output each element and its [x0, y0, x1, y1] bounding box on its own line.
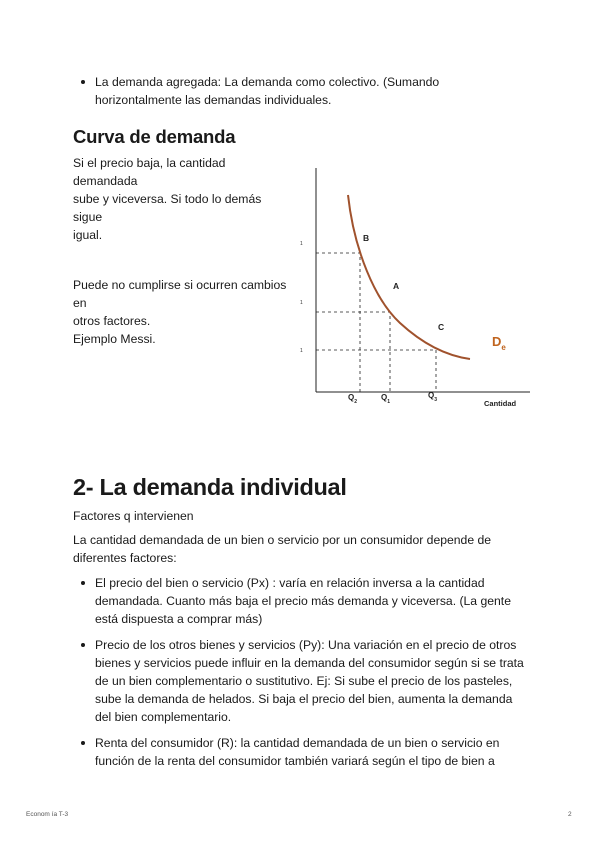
- page-number: 2: [568, 811, 572, 818]
- guide-A: [316, 312, 390, 392]
- q-label-3: [428, 391, 437, 403]
- curve-label-sub: e: [501, 343, 506, 352]
- footer-left: Econom ía T-3: [26, 811, 69, 818]
- top-bullet-list: [73, 73, 493, 109]
- text-line: sube y viceversa. Si todo lo demás: [73, 192, 262, 206]
- q-label-1-main: Q: [381, 393, 388, 402]
- curve-label-main: D: [492, 334, 502, 349]
- q-label-1: [381, 393, 390, 405]
- demand-curve-chart: [290, 160, 540, 415]
- text-line: en: [73, 296, 87, 310]
- guide-B: [316, 253, 360, 392]
- text-line: demandada: [73, 174, 138, 188]
- factors-list: [73, 574, 528, 770]
- q-label-3-main: Q: [428, 391, 435, 400]
- list-item: El precio del bien o servicio (Px) : varía en relación inversa a la cantidad demandada. Cuanto más baja el precio más demanda y viceversa. (La gente está dispuesta a comprar más): [73, 574, 528, 628]
- section-subtitle: Factores q intervienen: [73, 509, 194, 523]
- point-label-C: C: [438, 322, 445, 332]
- list-item: Precio de los otros bienes y servicios (Py): Una variación en el precio de otros bienes y servicios puede influir en la demanda del consumidor según si se trata de un bien complementario o sustitutivo. Ej: Si sube el precio de los pasteles, sube la demanda de helados. Si baja el precio del bien, aumenta la demanda del bien complementario.: [73, 636, 528, 726]
- text-line: Ejemplo Messi.: [73, 332, 156, 346]
- list-item: La demanda agregada: La demanda como colectivo. (Sumando horizontalmente las demandas individuales.: [73, 73, 493, 109]
- q-label-3-sub: 3: [434, 397, 438, 403]
- section-intro: La cantidad demandada de un bien o servicio por un consumidor depende de diferentes factores:: [73, 533, 492, 565]
- curve-label: [492, 334, 506, 352]
- list-item: Renta del consumidor (R): la cantidad demandada de un bien o servicio en función de la renta del consumidor también variará según el tipo de bien a: [73, 734, 528, 770]
- text-line: otros factores.: [73, 314, 151, 328]
- guide-C: [316, 350, 436, 392]
- q-label-1-sub: 1: [387, 399, 391, 405]
- text-line: sigue: [73, 210, 103, 224]
- text-line: Si el precio baja, la cantidad: [73, 156, 226, 170]
- text-line: Puede no cumplirse si ocurren cambios: [73, 278, 287, 292]
- text-line: igual.: [73, 228, 103, 242]
- point-label-A: A: [393, 281, 400, 291]
- section-heading-curve: Curva de demanda: [73, 126, 236, 147]
- price-tick-C: 1: [300, 348, 303, 354]
- q-label-2-main: Q: [348, 393, 355, 402]
- price-tick-B: 1: [300, 241, 303, 247]
- curve-description: [73, 154, 308, 244]
- demand-curve: [348, 195, 470, 359]
- section-heading-individual: 2- La demanda individual: [73, 474, 347, 500]
- x-axis-label: Cantidad: [484, 399, 517, 408]
- point-label-B: B: [363, 233, 370, 243]
- curve-exception-note: [73, 276, 313, 348]
- price-tick-A: 1: [300, 300, 303, 306]
- q-label-2: [348, 393, 357, 405]
- q-label-2-sub: 2: [354, 399, 358, 405]
